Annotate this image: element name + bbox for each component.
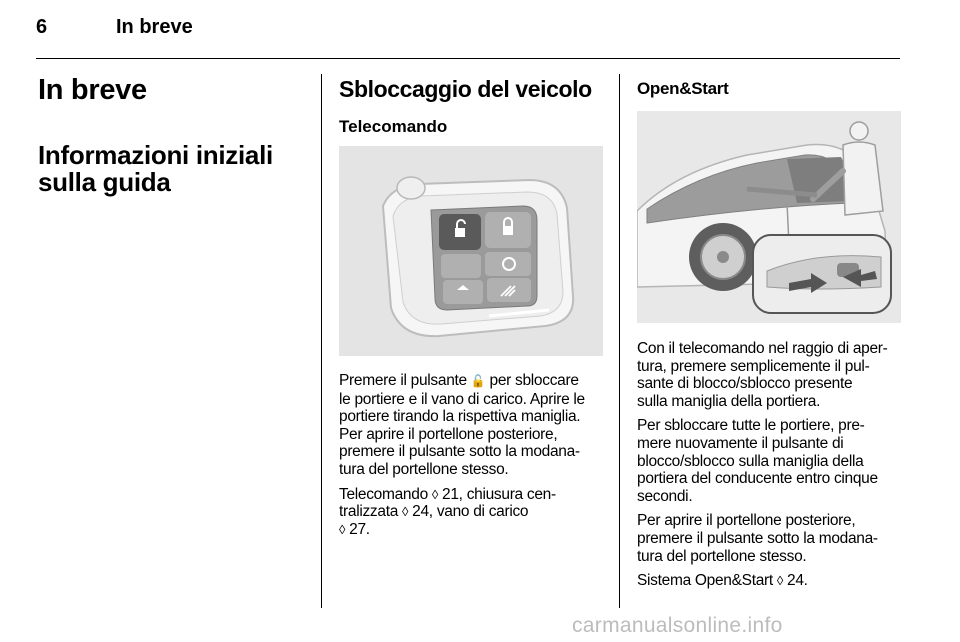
car-door-drawing [637,111,901,323]
column-divider-2 [619,74,620,608]
text-fragment: 24. [783,572,808,590]
open-start-heading: Open&Start [637,79,729,98]
text-fragment: 21, chiusura cen- [438,485,556,503]
text-line: Per aprire il portellone posteriore, [637,512,856,530]
remote-heading: Telecomando [339,117,448,136]
open-start-paragraph-1 [637,340,903,410]
text-line: sante di blocco/sblocco presente [637,375,853,393]
section-title-line2: sulla guida [38,167,171,197]
text-fragment: per sbloccare [485,372,579,389]
text-line: portiere tirando la rispettiva maniglia. [339,408,581,426]
section-title-line1: Informazioni iniziali [38,140,273,170]
text-fragment: tralizzata [339,503,403,521]
text-line: secondi. [637,487,693,505]
running-title: In breve [116,16,193,38]
text-line: Per sbloccare tutte le portiere, pre- [637,417,865,435]
section-title [38,142,308,196]
text-line: blocco/sblocco sulla maniglia della [637,452,864,470]
text-line: Con il telecomando nel raggio di aper- [637,340,888,357]
remote-paragraph-2 [339,486,605,539]
text-line: premere il pulsante sotto la modana- [339,443,580,461]
remote-key-drawing [339,146,603,356]
text-fragment: 27. [345,520,370,538]
remote-text [339,372,605,538]
unlocking-heading: Sbloccaggio del veicolo [339,76,592,102]
text-fragment: Premere il pulsante [339,372,471,389]
text-fragment: Telecomando [339,485,432,503]
open-start-paragraph-4 [637,572,903,590]
remote-key-illustration [339,146,603,356]
open-start-paragraph-2 [637,417,903,505]
xref-icon[interactable]: ◊ [339,521,346,537]
open-start-text [637,340,903,590]
text-line: mere nuovamente il pulsante di [637,434,844,452]
xref-icon[interactable]: ◊ [431,486,439,502]
text-fragment: 24, vano di carico [408,503,529,521]
column-divider-1 [321,74,322,608]
xref-icon[interactable]: ◊ [402,504,409,520]
text-line: portiera del conducente entro cinque [637,470,878,488]
text-line: tura del portellone stesso. [339,460,509,478]
text-line: tura del portellone stesso. [637,547,807,565]
text-line: le portiere e il vano di carico. Aprire le [339,390,585,408]
xref-icon[interactable]: ◊ [776,573,784,589]
column-2 [339,74,605,538]
remote-paragraph-1 [339,372,605,479]
page-header [36,16,900,46]
open-start-illustration [637,111,901,323]
column-3 [637,74,903,590]
text-line: tura, premere semplicemente il pul- [637,357,870,375]
text-line: sulla maniglia della portiera. [637,392,821,410]
header-rule [36,58,900,59]
text-line: premere il pulsante sotto la modana- [637,529,878,547]
text-fragment: Sistema Open&Start [637,572,777,590]
chapter-title: In breve [38,74,147,106]
open-start-paragraph-3 [637,512,903,565]
unlock-icon: 🔓 [470,374,486,388]
column-1 [38,74,308,196]
page-number: 6 [36,16,48,38]
text-line: Per aprire il portellone posteriore, [339,425,558,443]
watermark: carmanualsonline.info [572,614,783,637]
